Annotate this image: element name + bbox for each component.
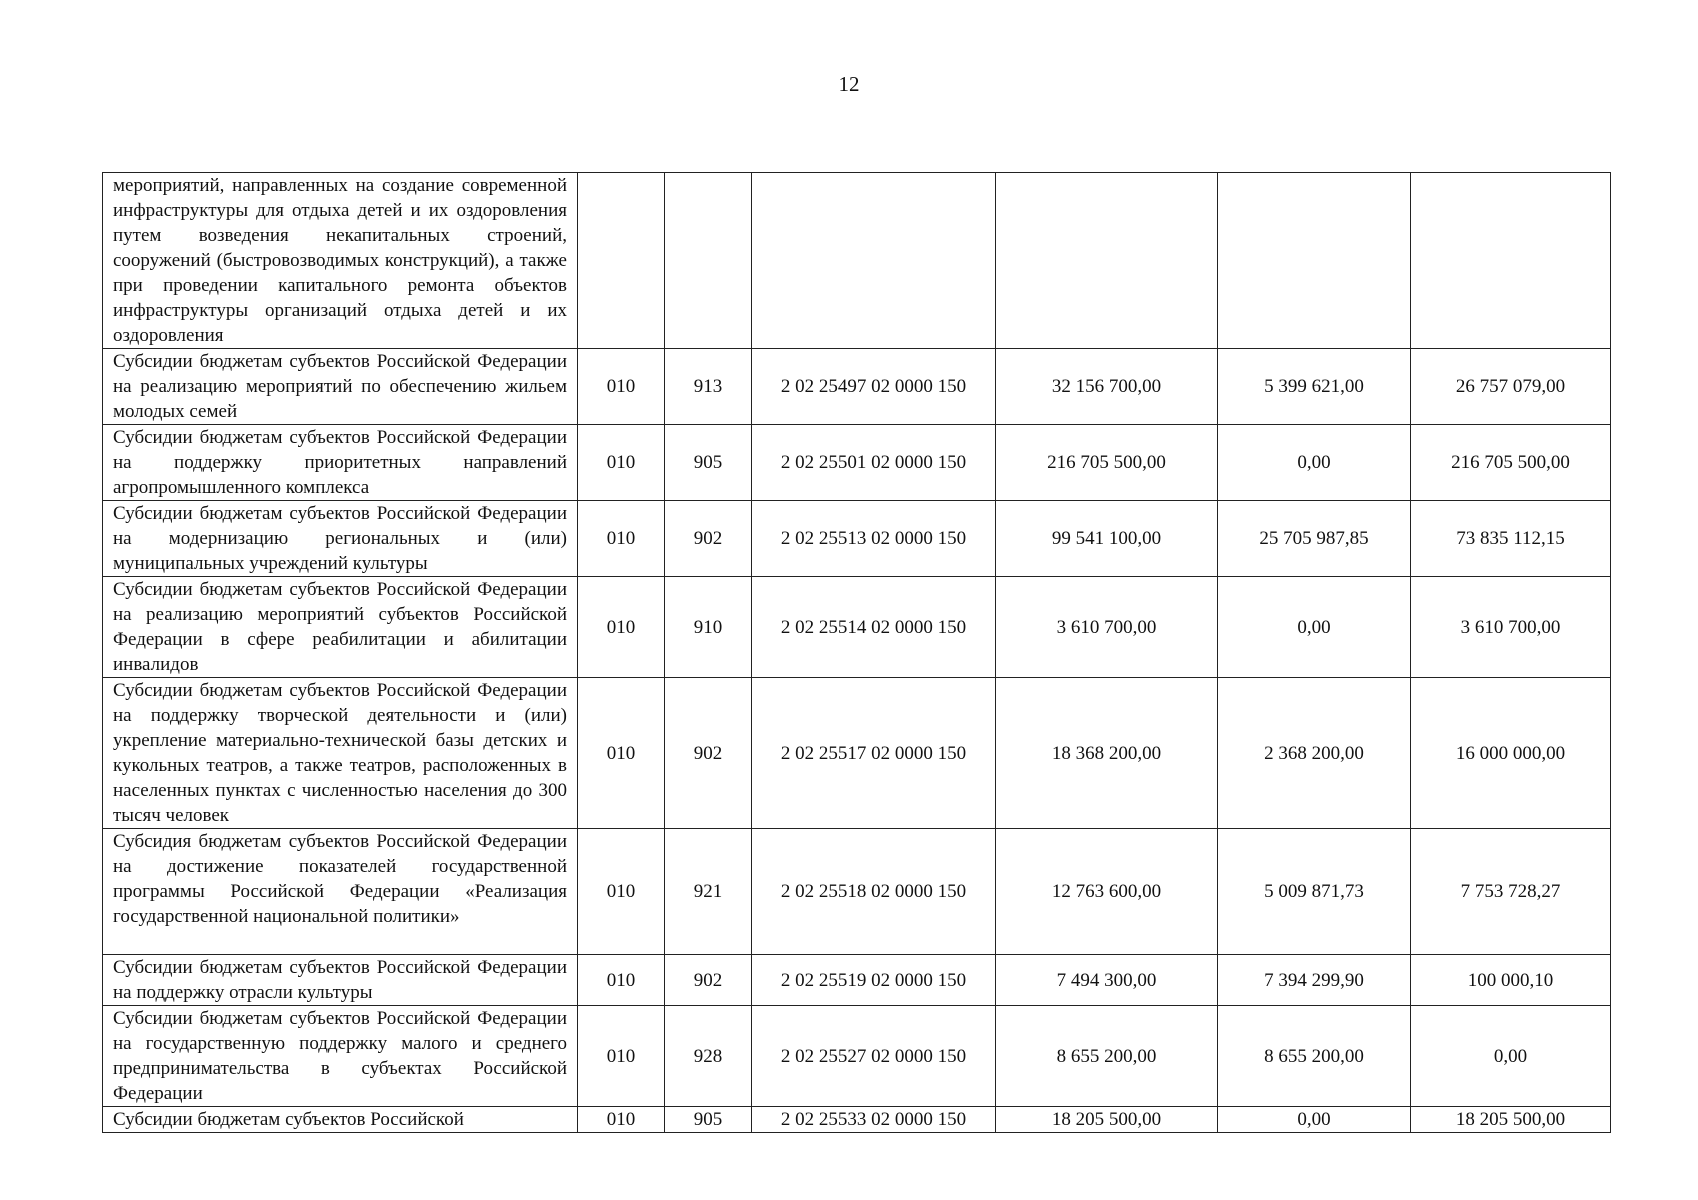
plan-cell: 32 156 700,00 bbox=[996, 349, 1218, 425]
code1-cell bbox=[578, 173, 665, 349]
remainder-cell: 100 000,10 bbox=[1411, 955, 1611, 1006]
executed-cell bbox=[1218, 173, 1411, 349]
table-row bbox=[103, 173, 1611, 349]
kbk-cell: 2 02 25513 02 0000 150 bbox=[752, 501, 996, 577]
description-text: Субсидии бюджетам субъектов Российской Федерации на поддержку отрасли культуры bbox=[113, 957, 567, 1003]
table-row bbox=[103, 1006, 1611, 1107]
executed-cell: 0,00 bbox=[1218, 577, 1411, 678]
description-cell bbox=[103, 955, 578, 1006]
executed-cell: 0,00 bbox=[1218, 1107, 1411, 1133]
remainder-cell: 26 757 079,00 bbox=[1411, 349, 1611, 425]
kbk-cell: 2 02 25501 02 0000 150 bbox=[752, 425, 996, 501]
executed-cell: 5 399 621,00 bbox=[1218, 349, 1411, 425]
plan-cell bbox=[996, 173, 1218, 349]
code2-cell: 913 bbox=[665, 349, 752, 425]
code1-cell: 010 bbox=[578, 577, 665, 678]
executed-cell: 0,00 bbox=[1218, 425, 1411, 501]
remainder-cell: 18 205 500,00 bbox=[1411, 1107, 1611, 1133]
description-text: Субсидии бюджетам субъектов Российской Федерации на поддержку творческой деятельности и (или) укрепление материально-технической базы детских и кукольных театров, а также театров, расположенных в населенных пунктах с численностью населения до 300 тысяч человек bbox=[113, 680, 567, 826]
description-text: Субсидии бюджетам субъектов Российской Федерации на реализацию мероприятий субъектов Российской Федерации в сфере реабилитации и абилитации инвалидов bbox=[113, 579, 567, 675]
remainder-cell: 3 610 700,00 bbox=[1411, 577, 1611, 678]
table-row bbox=[103, 829, 1611, 955]
kbk-cell: 2 02 25518 02 0000 150 bbox=[752, 829, 996, 955]
code2-cell: 902 bbox=[665, 678, 752, 829]
description-text: Субсидии бюджетам субъектов Российской Федерации на государственную поддержку малого и среднего предпринимательства в субъектах Российской Федерации bbox=[113, 1008, 567, 1104]
table-body bbox=[103, 173, 1611, 1133]
description-cell bbox=[103, 829, 578, 955]
executed-cell: 25 705 987,85 bbox=[1218, 501, 1411, 577]
remainder-cell: 16 000 000,00 bbox=[1411, 678, 1611, 829]
description-cell bbox=[103, 577, 578, 678]
code2-cell bbox=[665, 173, 752, 349]
code2-cell: 905 bbox=[665, 1107, 752, 1133]
code1-cell: 010 bbox=[578, 425, 665, 501]
table-row bbox=[103, 425, 1611, 501]
budget-table bbox=[102, 172, 1611, 1133]
description-text: мероприятий, направленных на создание современной инфраструктуры для отдыха детей и их оздоровления путем возведения некапитальных строений, сооружений (быстровозводимых конструкций), а также при проведении капитального ремонта объектов инфраструктуры организаций отдыха детей и их оздоровления bbox=[113, 175, 567, 346]
description-cell bbox=[103, 501, 578, 577]
table-row bbox=[103, 678, 1611, 829]
description-text: Субсидии бюджетам субъектов Российской Федерации на поддержку приоритетных направлений агропромышленного комплекса bbox=[113, 427, 567, 498]
kbk-cell: 2 02 25527 02 0000 150 bbox=[752, 1006, 996, 1107]
kbk-cell: 2 02 25514 02 0000 150 bbox=[752, 577, 996, 678]
remainder-cell bbox=[1411, 173, 1611, 349]
plan-cell: 216 705 500,00 bbox=[996, 425, 1218, 501]
description-text: Субсидии бюджетам субъектов Российской Федерации на реализацию мероприятий по обеспечению жильем молодых семей bbox=[113, 351, 567, 422]
plan-cell: 8 655 200,00 bbox=[996, 1006, 1218, 1107]
code1-cell: 010 bbox=[578, 501, 665, 577]
plan-cell: 3 610 700,00 bbox=[996, 577, 1218, 678]
code2-cell: 902 bbox=[665, 955, 752, 1006]
executed-cell: 8 655 200,00 bbox=[1218, 1006, 1411, 1107]
plan-cell: 99 541 100,00 bbox=[996, 501, 1218, 577]
kbk-cell: 2 02 25517 02 0000 150 bbox=[752, 678, 996, 829]
table-row bbox=[103, 501, 1611, 577]
page-number: 12 bbox=[838, 72, 860, 96]
plan-cell: 18 205 500,00 bbox=[996, 1107, 1218, 1133]
code1-cell: 010 bbox=[578, 1107, 665, 1133]
description-cell bbox=[103, 425, 578, 501]
description-text: Субсидии бюджетам субъектов Российской bbox=[113, 1109, 464, 1130]
code2-cell: 905 bbox=[665, 425, 752, 501]
code1-cell: 010 bbox=[578, 349, 665, 425]
table-row bbox=[103, 349, 1611, 425]
executed-cell: 7 394 299,90 bbox=[1218, 955, 1411, 1006]
plan-cell: 18 368 200,00 bbox=[996, 678, 1218, 829]
remainder-cell: 7 753 728,27 bbox=[1411, 829, 1611, 955]
description-cell bbox=[103, 1006, 578, 1107]
description-text: Субсидия бюджетам субъектов Российской Федерации на достижение показателей государственной программы Российской Федерации «Реализация государственной национальной политики» bbox=[113, 831, 567, 927]
table-row bbox=[103, 955, 1611, 1006]
code1-cell: 010 bbox=[578, 955, 665, 1006]
description-cell bbox=[103, 173, 578, 349]
table-row bbox=[103, 577, 1611, 678]
description-cell bbox=[103, 1107, 578, 1133]
code2-cell: 921 bbox=[665, 829, 752, 955]
description-text: Субсидии бюджетам субъектов Российской Федерации на модернизацию региональных и (или) муниципальных учреждений культуры bbox=[113, 503, 567, 574]
kbk-cell: 2 02 25497 02 0000 150 bbox=[752, 349, 996, 425]
plan-cell: 7 494 300,00 bbox=[996, 955, 1218, 1006]
table-row bbox=[103, 1107, 1611, 1133]
remainder-cell: 216 705 500,00 bbox=[1411, 425, 1611, 501]
executed-cell: 2 368 200,00 bbox=[1218, 678, 1411, 829]
kbk-cell: 2 02 25519 02 0000 150 bbox=[752, 955, 996, 1006]
code1-cell: 010 bbox=[578, 1006, 665, 1107]
kbk-cell: 2 02 25533 02 0000 150 bbox=[752, 1107, 996, 1133]
description-cell bbox=[103, 349, 578, 425]
code1-cell: 010 bbox=[578, 829, 665, 955]
remainder-cell: 73 835 112,15 bbox=[1411, 501, 1611, 577]
code2-cell: 902 bbox=[665, 501, 752, 577]
remainder-cell: 0,00 bbox=[1411, 1006, 1611, 1107]
kbk-cell bbox=[752, 173, 996, 349]
plan-cell: 12 763 600,00 bbox=[996, 829, 1218, 955]
description-cell bbox=[103, 678, 578, 829]
code1-cell: 010 bbox=[578, 678, 665, 829]
executed-cell: 5 009 871,73 bbox=[1218, 829, 1411, 955]
code2-cell: 910 bbox=[665, 577, 752, 678]
code2-cell: 928 bbox=[665, 1006, 752, 1107]
